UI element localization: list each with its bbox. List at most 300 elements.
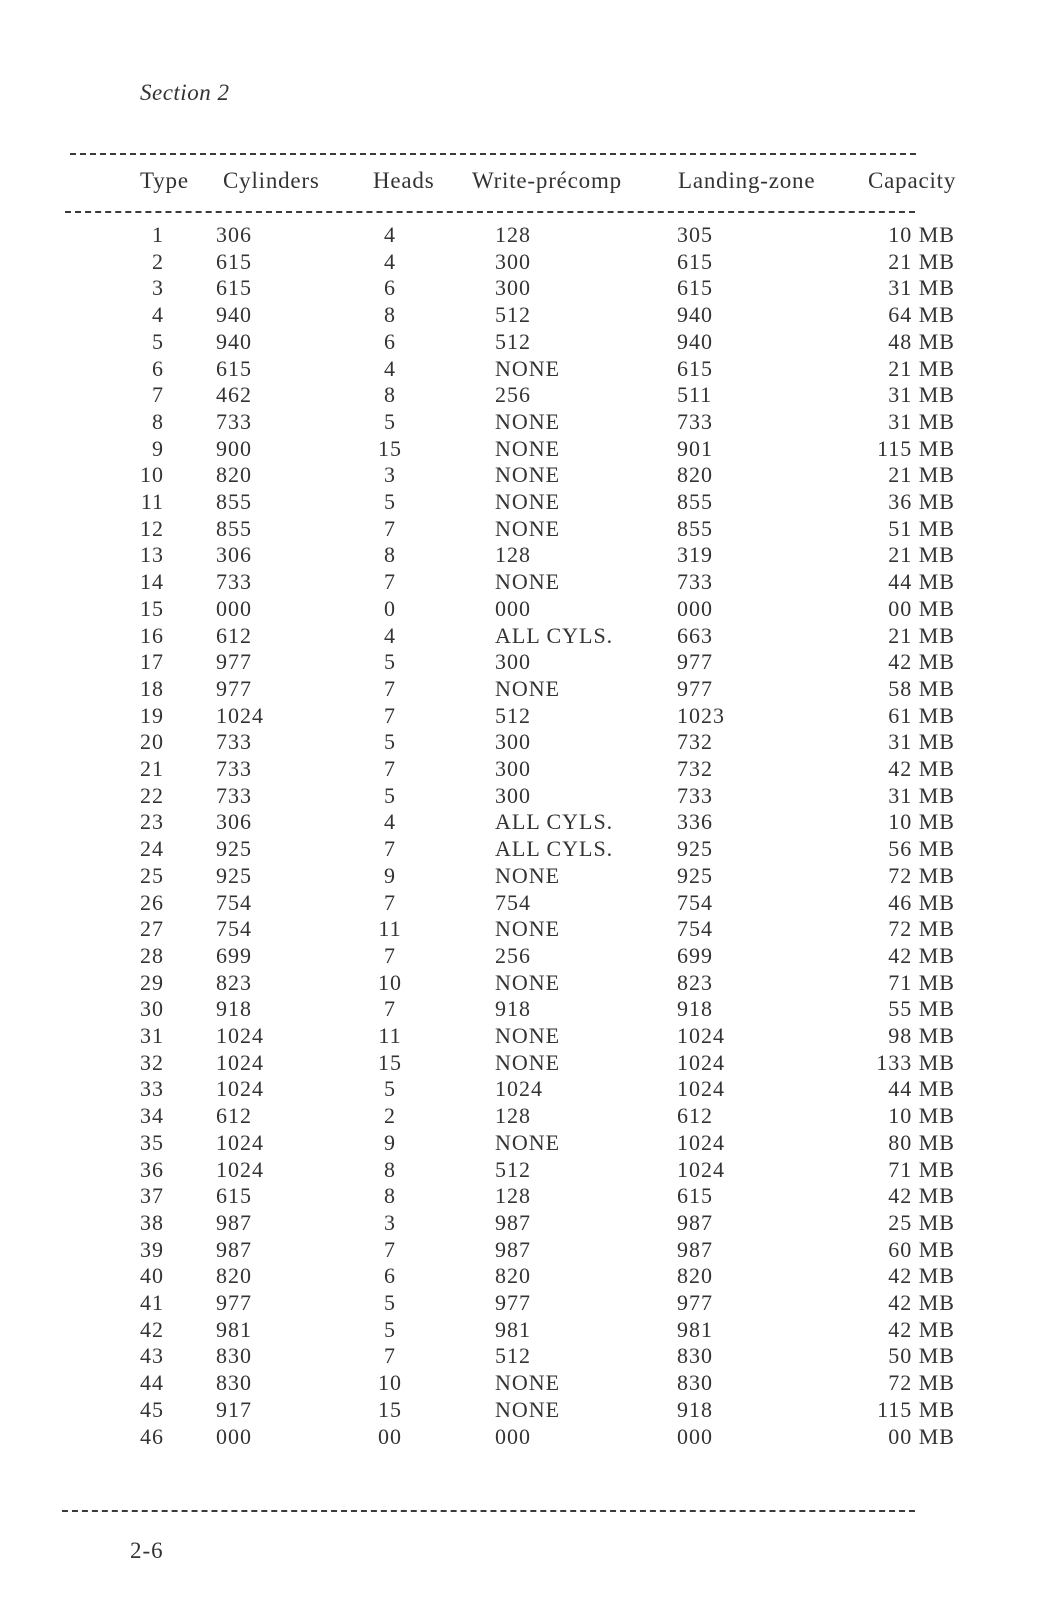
- cell-cylinders: 615: [216, 275, 252, 301]
- column-header-type: Type: [140, 168, 189, 193]
- table-row: [0, 996, 1045, 1023]
- cell-type: 27: [140, 916, 164, 942]
- cell-capacity: 64 MB: [888, 302, 955, 328]
- cell-write-precomp: NONE: [495, 435, 561, 461]
- cell-capacity: 00 MB: [888, 1423, 955, 1449]
- cell-type: 10: [140, 462, 164, 488]
- cell-cylinders: 900: [216, 435, 252, 461]
- cell-heads: 11: [378, 1023, 402, 1048]
- cell-cylinders: 977: [216, 649, 252, 675]
- cell-capacity: 21 MB: [888, 462, 955, 488]
- cell-heads: 8: [384, 1156, 396, 1182]
- cell-write-precomp: ALL CYLS.: [495, 836, 614, 862]
- cell-heads: 5: [384, 1316, 396, 1342]
- table-row: [0, 1103, 1045, 1130]
- cell-capacity: 72 MB: [888, 1370, 955, 1396]
- table-row: [0, 1237, 1045, 1264]
- cell-type: 13: [140, 542, 164, 568]
- cell-heads: 6: [384, 328, 396, 354]
- table-row: [0, 890, 1045, 917]
- cell-type: 37: [140, 1183, 164, 1209]
- cell-cylinders: 977: [216, 675, 252, 701]
- table-row: [0, 596, 1045, 623]
- cell-heads: 7: [384, 942, 396, 968]
- cell-landing-zone: 855: [677, 515, 713, 541]
- cell-cylinders: 733: [216, 782, 252, 808]
- cell-write-precomp: 820: [495, 1263, 531, 1289]
- cell-type: 16: [140, 622, 164, 648]
- page-number: 2-6: [130, 1538, 164, 1563]
- table-row: [0, 1157, 1045, 1184]
- cell-heads: 5: [384, 489, 396, 514]
- top-rule: [70, 153, 916, 155]
- cell-write-precomp: 300: [495, 275, 531, 301]
- cell-heads: 5: [384, 729, 396, 755]
- cell-type: 15: [140, 595, 164, 621]
- cell-heads: 7: [384, 836, 396, 862]
- cell-landing-zone: 820: [677, 462, 713, 488]
- cell-heads: 15: [378, 435, 402, 461]
- cell-capacity: 42 MB: [888, 1316, 955, 1342]
- cell-landing-zone: 612: [677, 1103, 713, 1129]
- cell-heads: 8: [384, 542, 396, 568]
- cell-type: 26: [140, 889, 164, 915]
- cell-heads: 5: [384, 408, 396, 434]
- cell-heads: 6: [384, 275, 396, 301]
- cell-cylinders: 925: [216, 836, 252, 862]
- cell-landing-zone: 305: [677, 222, 713, 247]
- cell-capacity: 42 MB: [888, 649, 955, 675]
- bottom-rule: [62, 1510, 915, 1512]
- cell-heads: 7: [384, 569, 396, 595]
- cell-landing-zone: 977: [677, 675, 713, 701]
- column-header-heads: Heads: [373, 168, 435, 193]
- cell-cylinders: 917: [216, 1396, 252, 1422]
- cell-type: 5: [152, 328, 164, 354]
- cell-type: 17: [140, 649, 164, 675]
- table-row: [0, 1290, 1045, 1317]
- table-row: [0, 356, 1045, 383]
- cell-landing-zone: 699: [677, 942, 713, 968]
- cell-write-precomp: 256: [495, 382, 531, 408]
- cell-write-precomp: NONE: [495, 408, 561, 434]
- cell-heads: 3: [384, 1209, 396, 1235]
- cell-cylinders: 981: [216, 1316, 252, 1342]
- cell-heads: 9: [384, 1129, 396, 1155]
- table-row: [0, 916, 1045, 943]
- cell-landing-zone: 511: [677, 382, 713, 408]
- cell-cylinders: 940: [216, 302, 252, 328]
- cell-heads: 9: [384, 862, 396, 888]
- cell-write-precomp: 1024: [495, 1076, 543, 1102]
- cell-capacity: 42 MB: [888, 942, 955, 968]
- cell-heads: 4: [384, 809, 396, 835]
- table-row: [0, 1263, 1045, 1290]
- cell-cylinders: 925: [216, 862, 252, 888]
- cell-cylinders: 462: [216, 382, 252, 408]
- cell-type: 18: [140, 675, 164, 701]
- cell-type: 8: [152, 408, 164, 434]
- cell-write-precomp: NONE: [495, 515, 561, 541]
- table-row: [0, 863, 1045, 890]
- cell-landing-zone: 918: [677, 996, 713, 1022]
- cell-capacity: 31 MB: [888, 408, 955, 434]
- cell-capacity: 10 MB: [888, 222, 955, 247]
- cell-write-precomp: NONE: [495, 1129, 561, 1155]
- cell-landing-zone: 830: [677, 1343, 713, 1369]
- cell-type: 43: [140, 1343, 164, 1369]
- cell-cylinders: 306: [216, 542, 252, 568]
- cell-type: 4: [152, 302, 164, 328]
- cell-cylinders: 699: [216, 942, 252, 968]
- cell-write-precomp: 128: [495, 1183, 531, 1209]
- cell-type: 20: [140, 729, 164, 755]
- cell-landing-zone: 925: [677, 862, 713, 888]
- cell-capacity: 56 MB: [888, 836, 955, 862]
- cell-cylinders: 733: [216, 569, 252, 595]
- cell-cylinders: 830: [216, 1370, 252, 1396]
- cell-capacity: 115 MB: [877, 435, 955, 461]
- cell-landing-zone: 733: [677, 408, 713, 434]
- cell-write-precomp: NONE: [495, 355, 561, 381]
- cell-capacity: 25 MB: [888, 1209, 955, 1235]
- cell-landing-zone: 1023: [677, 702, 725, 728]
- cell-cylinders: 1024: [216, 702, 264, 728]
- table-row: [0, 783, 1045, 810]
- cell-capacity: 21 MB: [888, 622, 955, 648]
- cell-write-precomp: 981: [495, 1316, 531, 1342]
- column-header-cylinders: Cylinders: [223, 168, 320, 193]
- table-row: [0, 836, 1045, 863]
- cell-write-precomp: 512: [495, 302, 531, 328]
- cell-cylinders: 612: [216, 1103, 252, 1129]
- header-rule: [65, 211, 915, 213]
- cell-heads: 4: [384, 355, 396, 381]
- cell-type: 14: [140, 569, 164, 595]
- cell-capacity: 44 MB: [888, 569, 955, 595]
- cell-capacity: 36 MB: [888, 489, 955, 514]
- cell-capacity: 71 MB: [888, 969, 955, 995]
- cell-heads: 4: [384, 622, 396, 648]
- cell-write-precomp: NONE: [495, 569, 561, 595]
- cell-write-precomp: NONE: [495, 969, 561, 995]
- table-row: [0, 222, 1045, 249]
- cell-heads: 3: [384, 462, 396, 488]
- cell-landing-zone: 940: [677, 328, 713, 354]
- cell-write-precomp: 000: [495, 1423, 531, 1449]
- cell-type: 2: [152, 248, 164, 274]
- cell-cylinders: 1024: [216, 1049, 264, 1075]
- cell-write-precomp: 128: [495, 222, 531, 247]
- table-row: [0, 729, 1045, 756]
- cell-type: 44: [140, 1370, 164, 1396]
- table-row: [0, 649, 1045, 676]
- cell-landing-zone: 1024: [677, 1156, 725, 1182]
- table-row: [0, 1050, 1045, 1077]
- table-row: [0, 275, 1045, 302]
- cell-capacity: 72 MB: [888, 862, 955, 888]
- cell-write-precomp: NONE: [495, 862, 561, 888]
- cell-heads: 11: [378, 916, 402, 942]
- cell-capacity: 21 MB: [888, 542, 955, 568]
- cell-landing-zone: 977: [677, 649, 713, 675]
- cell-capacity: 115 MB: [877, 1396, 955, 1422]
- cell-type: 46: [140, 1423, 164, 1449]
- cell-type: 33: [140, 1076, 164, 1102]
- cell-heads: 4: [384, 248, 396, 274]
- cell-capacity: 31 MB: [888, 729, 955, 755]
- cell-cylinders: 987: [216, 1209, 252, 1235]
- cell-type: 6: [152, 355, 164, 381]
- cell-type: 38: [140, 1209, 164, 1235]
- cell-capacity: 21 MB: [888, 248, 955, 274]
- section-header: Section 2: [140, 80, 230, 105]
- cell-capacity: 21 MB: [888, 355, 955, 381]
- table-row: [0, 329, 1045, 356]
- cell-write-precomp: ALL CYLS.: [495, 809, 614, 835]
- cell-cylinders: 820: [216, 462, 252, 488]
- cell-cylinders: 615: [216, 248, 252, 274]
- cell-cylinders: 615: [216, 355, 252, 381]
- cell-heads: 15: [378, 1049, 402, 1075]
- cell-capacity: 72 MB: [888, 916, 955, 942]
- cell-cylinders: 855: [216, 515, 252, 541]
- cell-type: 12: [140, 515, 164, 541]
- cell-write-precomp: 512: [495, 702, 531, 728]
- table-row: [0, 676, 1045, 703]
- cell-capacity: 48 MB: [888, 328, 955, 354]
- cell-capacity: 133 MB: [876, 1049, 955, 1075]
- cell-landing-zone: 1024: [677, 1023, 725, 1048]
- cell-cylinders: 1024: [216, 1129, 264, 1155]
- cell-write-precomp: 300: [495, 248, 531, 274]
- cell-cylinders: 306: [216, 222, 252, 247]
- cell-type: 28: [140, 942, 164, 968]
- cell-landing-zone: 732: [677, 756, 713, 781]
- cell-type: 42: [140, 1316, 164, 1342]
- cell-heads: 8: [384, 302, 396, 328]
- table-row: [0, 623, 1045, 650]
- cell-type: 11: [140, 489, 164, 514]
- cell-landing-zone: 754: [677, 889, 713, 915]
- table-row: [0, 970, 1045, 997]
- cell-landing-zone: 855: [677, 489, 713, 514]
- cell-capacity: 42 MB: [888, 1263, 955, 1289]
- cell-write-precomp: 128: [495, 1103, 531, 1129]
- cell-type: 35: [140, 1129, 164, 1155]
- cell-capacity: 44 MB: [888, 1076, 955, 1102]
- cell-cylinders: 987: [216, 1236, 252, 1262]
- cell-type: 32: [140, 1049, 164, 1075]
- cell-write-precomp: 128: [495, 542, 531, 568]
- cell-landing-zone: 1024: [677, 1049, 725, 1075]
- cell-type: 29: [140, 969, 164, 995]
- table-row: [0, 1370, 1045, 1397]
- cell-landing-zone: 830: [677, 1370, 713, 1396]
- cell-capacity: 10 MB: [888, 809, 955, 835]
- cell-cylinders: 733: [216, 729, 252, 755]
- cell-landing-zone: 000: [677, 595, 713, 621]
- cell-write-precomp: 000: [495, 595, 531, 621]
- cell-capacity: 60 MB: [888, 1236, 955, 1262]
- cell-cylinders: 615: [216, 1183, 252, 1209]
- cell-type: 36: [140, 1156, 164, 1182]
- cell-landing-zone: 1024: [677, 1076, 725, 1102]
- cell-type: 22: [140, 782, 164, 808]
- cell-landing-zone: 319: [677, 542, 713, 568]
- cell-landing-zone: 987: [677, 1236, 713, 1262]
- cell-capacity: 80 MB: [888, 1129, 955, 1155]
- cell-heads: 00: [378, 1423, 402, 1449]
- table-row: [0, 1397, 1045, 1424]
- table-row: [0, 943, 1045, 970]
- cell-landing-zone: 823: [677, 969, 713, 995]
- cell-capacity: 51 MB: [888, 515, 955, 541]
- cell-capacity: 31 MB: [888, 275, 955, 301]
- column-header-landing-zone: Landing-zone: [678, 168, 816, 193]
- cell-cylinders: 830: [216, 1343, 252, 1369]
- cell-cylinders: 733: [216, 756, 252, 781]
- cell-type: 34: [140, 1103, 164, 1129]
- table-row: [0, 462, 1045, 489]
- cell-type: 24: [140, 836, 164, 862]
- cell-landing-zone: 615: [677, 275, 713, 301]
- table-row: [0, 436, 1045, 463]
- cell-cylinders: 1024: [216, 1076, 264, 1102]
- table-row: [0, 1130, 1045, 1157]
- cell-write-precomp: NONE: [495, 675, 561, 701]
- table-row: [0, 569, 1045, 596]
- cell-write-precomp: NONE: [495, 462, 561, 488]
- cell-type: 25: [140, 862, 164, 888]
- cell-heads: 5: [384, 1076, 396, 1102]
- cell-capacity: 42 MB: [888, 1290, 955, 1315]
- cell-heads: 7: [384, 1236, 396, 1262]
- cell-write-precomp: 256: [495, 942, 531, 968]
- cell-capacity: 61 MB: [888, 702, 955, 728]
- cell-type: 30: [140, 996, 164, 1022]
- cell-landing-zone: 901: [677, 435, 713, 461]
- cell-write-precomp: 977: [495, 1290, 531, 1315]
- table-row: [0, 542, 1045, 569]
- table-row: [0, 1183, 1045, 1210]
- column-header-capacity: Capacity: [868, 168, 957, 193]
- cell-landing-zone: 615: [677, 1183, 713, 1209]
- table-row: [0, 382, 1045, 409]
- cell-type: 40: [140, 1263, 164, 1289]
- cell-heads: 7: [384, 996, 396, 1022]
- cell-type: 45: [140, 1396, 164, 1422]
- cell-cylinders: 823: [216, 969, 252, 995]
- cell-cylinders: 000: [216, 1423, 252, 1449]
- cell-heads: 0: [384, 595, 396, 621]
- cell-heads: 7: [384, 515, 396, 541]
- table-row: [0, 1424, 1045, 1451]
- cell-capacity: 42 MB: [888, 756, 955, 781]
- cell-landing-zone: 987: [677, 1209, 713, 1235]
- cell-type: 9: [152, 435, 164, 461]
- table-row: [0, 1317, 1045, 1344]
- table-row: [0, 756, 1045, 783]
- cell-write-precomp: 300: [495, 649, 531, 675]
- table-row: [0, 1210, 1045, 1237]
- cell-cylinders: 1024: [216, 1156, 264, 1182]
- table-row: [0, 1076, 1045, 1103]
- table-row: [0, 703, 1045, 730]
- cell-cylinders: 940: [216, 328, 252, 354]
- table-row: [0, 1023, 1045, 1050]
- cell-landing-zone: 663: [677, 622, 713, 648]
- cell-landing-zone: 733: [677, 569, 713, 595]
- cell-landing-zone: 615: [677, 248, 713, 274]
- table-row: [0, 809, 1045, 836]
- table-row: [0, 409, 1045, 436]
- cell-type: 3: [152, 275, 164, 301]
- cell-heads: 10: [378, 969, 402, 995]
- cell-heads: 5: [384, 782, 396, 808]
- cell-landing-zone: 981: [677, 1316, 713, 1342]
- cell-write-precomp: 512: [495, 328, 531, 354]
- cell-write-precomp: NONE: [495, 916, 561, 942]
- table-row: [0, 302, 1045, 329]
- cell-write-precomp: 512: [495, 1343, 531, 1369]
- cell-write-precomp: 918: [495, 996, 531, 1022]
- cell-write-precomp: 300: [495, 756, 531, 781]
- cell-heads: 7: [384, 756, 396, 781]
- cell-landing-zone: 000: [677, 1423, 713, 1449]
- cell-capacity: 00 MB: [888, 595, 955, 621]
- cell-landing-zone: 754: [677, 916, 713, 942]
- cell-type: 7: [152, 382, 164, 408]
- cell-type: 19: [140, 702, 164, 728]
- cell-write-precomp: NONE: [495, 489, 561, 514]
- cell-write-precomp: NONE: [495, 1396, 561, 1422]
- table-row: [0, 516, 1045, 543]
- cell-capacity: 98 MB: [888, 1023, 955, 1048]
- cell-cylinders: 754: [216, 889, 252, 915]
- cell-heads: 4: [384, 222, 396, 247]
- cell-capacity: 55 MB: [888, 996, 955, 1022]
- cell-landing-zone: 977: [677, 1290, 713, 1315]
- cell-write-precomp: 987: [495, 1209, 531, 1235]
- cell-capacity: 71 MB: [888, 1156, 955, 1182]
- cell-cylinders: 918: [216, 996, 252, 1022]
- cell-heads: 7: [384, 1343, 396, 1369]
- cell-capacity: 10 MB: [888, 1103, 955, 1129]
- cell-type: 31: [140, 1023, 164, 1048]
- cell-cylinders: 820: [216, 1263, 252, 1289]
- cell-write-precomp: NONE: [495, 1049, 561, 1075]
- cell-heads: 7: [384, 889, 396, 915]
- cell-heads: 2: [384, 1103, 396, 1129]
- cell-write-precomp: 512: [495, 1156, 531, 1182]
- cell-cylinders: 733: [216, 408, 252, 434]
- cell-landing-zone: 1024: [677, 1129, 725, 1155]
- cell-heads: 8: [384, 382, 396, 408]
- table-row: [0, 489, 1045, 516]
- cell-cylinders: 754: [216, 916, 252, 942]
- cell-capacity: 46 MB: [888, 889, 955, 915]
- cell-heads: 8: [384, 1183, 396, 1209]
- cell-write-precomp: NONE: [495, 1370, 561, 1396]
- table-row: [0, 249, 1045, 276]
- cell-type: 1: [152, 222, 164, 247]
- cell-cylinders: 612: [216, 622, 252, 648]
- cell-heads: 5: [384, 649, 396, 675]
- cell-write-precomp: NONE: [495, 1023, 561, 1048]
- cell-landing-zone: 820: [677, 1263, 713, 1289]
- cell-landing-zone: 615: [677, 355, 713, 381]
